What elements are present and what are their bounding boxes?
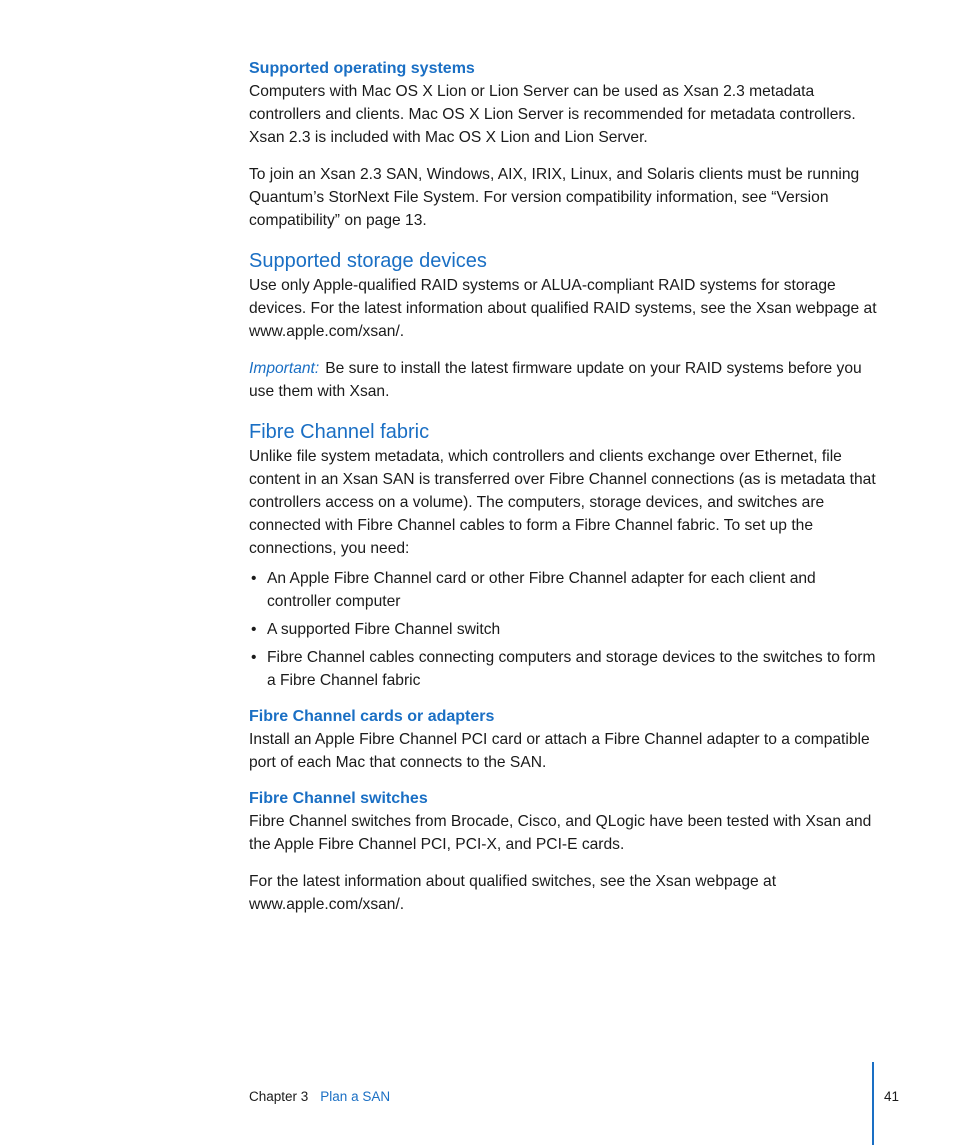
fabric-paragraph-1: Unlike file system metadata, which controllers and clients exchange over Ethernet, file content in an Xsan SAN is transferred over Fibre Channel connections (as is metadata that controllers access on a volume). The computers, storage devices, and switches are connected with Fibre Channel cables to form a Fibre Channel fabric. To set up the connections, you need:: [249, 448, 876, 557]
footer-section-link[interactable]: Plan a SAN: [320, 1089, 391, 1104]
list-item: • An Apple Fibre Channel card or other Fibre Channel adapter for each client and controller computer: [249, 567, 879, 613]
storage-paragraph-1: Use only Apple-qualified RAID systems or ALUA-compliant RAID systems for storage devices. For the latest information about qualified RAID systems, see the Xsan webpage at www.apple.com/xsan/.: [249, 277, 877, 340]
bullet-glyph: •: [251, 570, 257, 587]
switches-paragraph-1: Fibre Channel switches from Brocade, Cisco, and QLogic have been tested with Xsan and the Apple Fibre Channel PCI, PCI-X, and PCI-E cards.: [249, 813, 872, 853]
important-label: Important:: [249, 360, 320, 377]
important-note: [249, 357, 879, 403]
bullet-glyph: •: [251, 649, 257, 666]
page-footer: [249, 1088, 390, 1106]
bullet-glyph: •: [251, 621, 257, 638]
list-item: • Fibre Channel cables connecting computers and storage devices to the switches to form a Fibre Channel fabric: [249, 646, 879, 692]
important-text: Be sure to install the latest firmware update on your RAID systems before you use them with Xsan.: [249, 360, 862, 400]
heading-fibre-channel-switches: Fibre Channel switches: [249, 790, 428, 807]
os-paragraph-1: Computers with Mac OS X Lion or Lion Server can be used as Xsan 2.3 metadata controllers and clients. Mac OS X Lion Server is recommended for metadata controllers. Xsan 2.3 is included with Mac OS X Lion and Lion Server.: [249, 83, 856, 146]
list-item: • A supported Fibre Channel switch: [249, 618, 879, 641]
cards-paragraph-1: Install an Apple Fibre Channel PCI card or attach a Fibre Channel adapter to a compatible port of each Mac that connects to the SAN.: [249, 731, 870, 771]
switches-paragraph-2: For the latest information about qualified switches, see the Xsan webpage at www.apple.com/xsan/.: [249, 873, 777, 913]
page-number: 41: [884, 1089, 900, 1104]
footer-divider: [872, 1062, 874, 1145]
requirements-list: [249, 567, 879, 692]
footer-chapter: Chapter 3: [249, 1089, 309, 1104]
heading-supported-os: Supported operating systems: [249, 60, 475, 77]
heading-fibre-channel-fabric: Fibre Channel fabric: [249, 421, 430, 443]
heading-fibre-channel-cards: Fibre Channel cards or adapters: [249, 708, 495, 725]
heading-supported-storage: Supported storage devices: [249, 250, 487, 272]
page-content: [249, 58, 879, 916]
os-paragraph-2: To join an Xsan 2.3 SAN, Windows, AIX, IRIX, Linux, and Solaris clients must be running Quantum’s StorNext File System. For version compatibility information, see “Version compatibility” on page 13.: [249, 166, 860, 229]
